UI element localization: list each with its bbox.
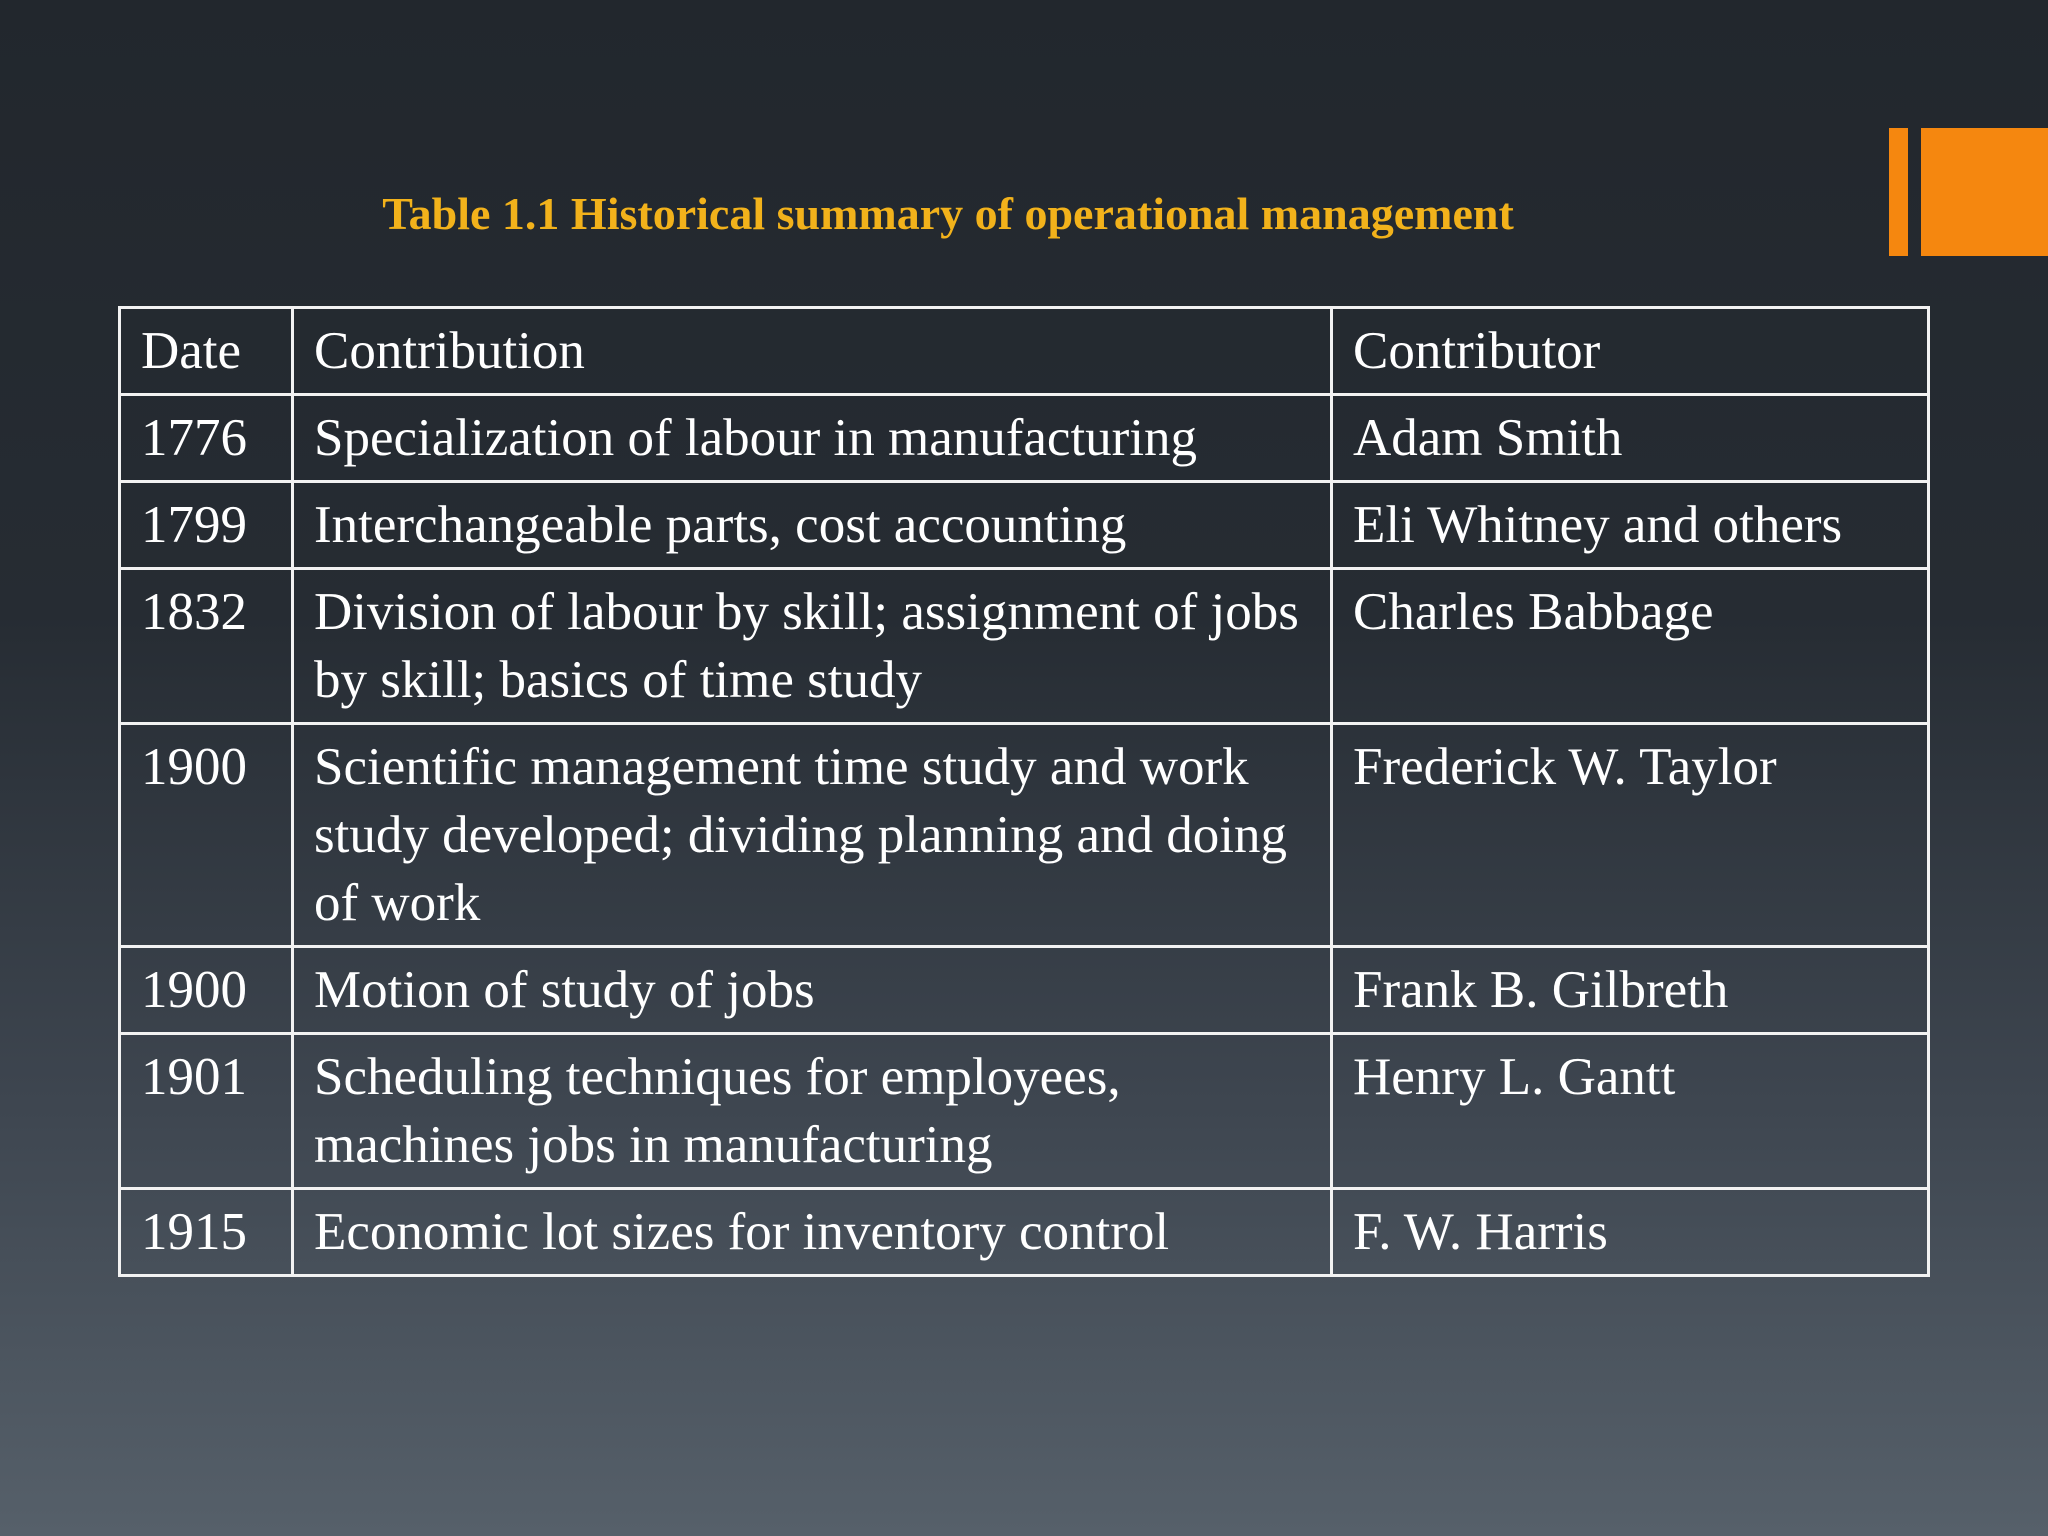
table-row bbox=[120, 482, 1929, 569]
history-table bbox=[118, 306, 1930, 1277]
cell-contributor: Eli Whitney and others bbox=[1332, 482, 1929, 569]
cell-contributor: Frederick W. Taylor bbox=[1332, 724, 1929, 947]
cell-date: 1832 bbox=[120, 569, 293, 724]
table-row bbox=[120, 947, 1929, 1034]
slide-title: Table 1.1 Historical summary of operational management bbox=[382, 188, 1514, 239]
cell-contributor: F. W. Harris bbox=[1332, 1189, 1929, 1276]
header-date: Date bbox=[120, 308, 293, 395]
cell-contribution: Economic lot sizes for inventory control bbox=[293, 1189, 1332, 1276]
cell-contribution: Scheduling techniques for employees, machines jobs in manufacturing bbox=[293, 1034, 1332, 1189]
table-row bbox=[120, 395, 1929, 482]
header-contributor: Contributor bbox=[1332, 308, 1929, 395]
table-row bbox=[120, 1189, 1929, 1276]
table-row bbox=[120, 569, 1929, 724]
cell-date: 1900 bbox=[120, 947, 293, 1034]
table-row bbox=[120, 724, 1929, 947]
cell-contribution: Specialization of labour in manufacturing bbox=[293, 395, 1332, 482]
cell-contribution: Scientific management time study and work study developed; dividing planning and doing of work bbox=[293, 724, 1332, 947]
cell-contribution: Interchangeable parts, cost accounting bbox=[293, 482, 1332, 569]
accent-bar-block bbox=[1921, 128, 2048, 256]
cell-contribution: Motion of study of jobs bbox=[293, 947, 1332, 1034]
cell-contributor: Frank B. Gilbreth bbox=[1332, 947, 1929, 1034]
cell-date: 1799 bbox=[120, 482, 293, 569]
cell-date: 1776 bbox=[120, 395, 293, 482]
cell-date: 1915 bbox=[120, 1189, 293, 1276]
cell-contribution: Division of labour by skill; assignment of jobs by skill; basics of time study bbox=[293, 569, 1332, 724]
cell-date: 1900 bbox=[120, 724, 293, 947]
cell-contributor: Charles Babbage bbox=[1332, 569, 1929, 724]
table-header-row bbox=[120, 308, 1929, 395]
cell-date: 1901 bbox=[120, 1034, 293, 1189]
header-contribution: Contribution bbox=[293, 308, 1332, 395]
table-row bbox=[120, 1034, 1929, 1189]
cell-contributor: Henry L. Gantt bbox=[1332, 1034, 1929, 1189]
cell-contributor: Adam Smith bbox=[1332, 395, 1929, 482]
